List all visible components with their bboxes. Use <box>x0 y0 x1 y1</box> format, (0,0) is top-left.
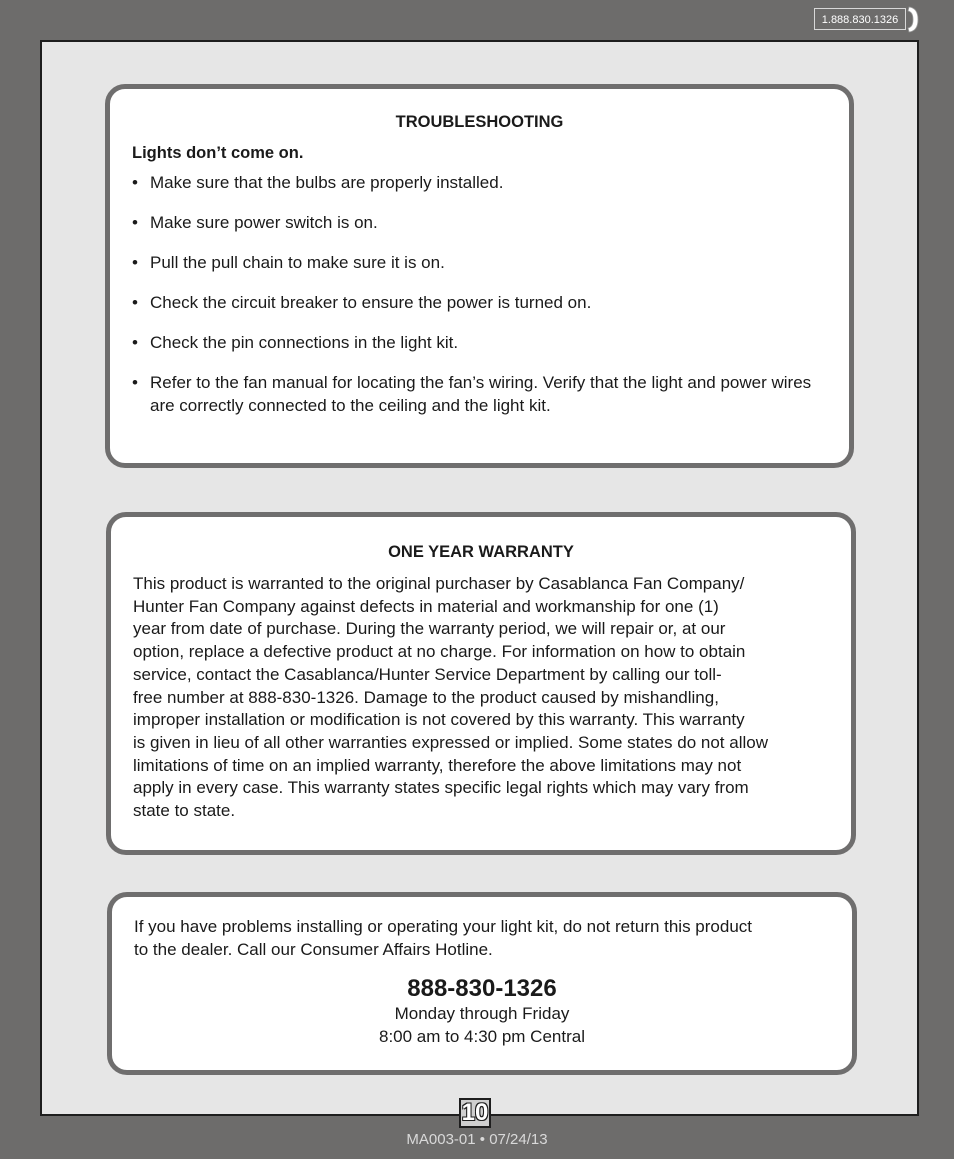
warranty-line: limitations of time on an implied warranty, therefore the above limitations may not <box>133 755 742 775</box>
warranty-line: Hunter Fan Company against defects in material and workmanship for one (1) <box>133 596 719 616</box>
warranty-line: improper installation or modification is not covered by this warranty. This warranty <box>133 710 745 730</box>
warranty-line: option, replace a defective product at no charge. For information on how to obtain <box>133 642 746 662</box>
warranty-line: This product is warranted to the original purchaser by Casablanca Fan Company/ <box>133 574 745 593</box>
warranty-line: free number at 888-830-1326. Damage to the product caused by mishandling, <box>133 687 719 707</box>
list-item-text: Check the circuit breaker to ensure the power is turned on. <box>150 293 592 312</box>
hotline-intro-line: If you have problems installing or operating your light kit, do not return this product <box>134 917 753 936</box>
troubleshooting-subheading: Lights don’t come on. <box>132 144 304 162</box>
warranty-box <box>106 512 856 855</box>
warranty-line: state to state. <box>133 801 236 821</box>
hotline-days: Monday through Friday <box>394 1004 570 1024</box>
list-item-text: Make sure that the bulbs are properly installed. <box>150 173 504 192</box>
hotline-box <box>107 892 857 1075</box>
bullet-icon: • <box>132 253 138 272</box>
list-item-text: Refer to the fan manual for locating the fan’s wiring. Verify that the light and power wires are correctly connected to the ceiling and the light kit. <box>150 373 812 415</box>
hotline-intro-line: to the dealer. Call our Consumer Affairs Hotline. <box>134 939 493 959</box>
list-item <box>132 371 827 417</box>
list-item <box>132 291 827 314</box>
bullet-icon: • <box>132 173 138 192</box>
hotline-hours: 8:00 am to 4:30 pm Central <box>378 1026 585 1046</box>
bullet-icon: • <box>132 213 138 232</box>
header-phone-number: 1.888.830.1326 <box>814 8 906 30</box>
bullet-icon: • <box>132 293 138 312</box>
warranty-text <box>133 573 829 823</box>
troubleshooting-box <box>105 84 854 468</box>
list-item <box>132 251 827 274</box>
warranty-line: service, contact the Casablanca/Hunter Service Department by calling our toll- <box>133 664 722 684</box>
document-code: MA003-01 • 07/24/13 <box>406 1131 548 1148</box>
troubleshooting-list <box>132 171 827 417</box>
warranty-title: ONE YEAR WARRANTY <box>388 543 574 561</box>
bullet-icon: • <box>132 333 138 352</box>
manual-page <box>40 40 919 1116</box>
list-item-text: Make sure power switch is on. <box>150 213 378 232</box>
list-item-text: Check the pin connections in the light kit. <box>150 333 459 352</box>
warranty-line: year from date of purchase. During the warranty period, we will repair or, at our <box>133 619 726 639</box>
hotline-number: 888-830-1326 <box>407 975 557 1003</box>
troubleshooting-title: TROUBLESHOOTING <box>395 113 564 131</box>
hotline-intro <box>134 916 830 961</box>
list-item <box>132 171 827 194</box>
list-item <box>132 211 827 234</box>
list-item <box>132 331 827 354</box>
warranty-line: apply in every case. This warranty states specific legal rights which may vary from <box>133 778 749 798</box>
list-item-text: Pull the pull chain to make sure it is on. <box>150 253 445 272</box>
bullet-icon: • <box>132 373 138 392</box>
page-number: 10 <box>459 1098 491 1128</box>
warranty-line: is given in lieu of all other warranties expressed or implied. Some states do not allow <box>133 732 768 752</box>
phone-handset-icon <box>907 6 919 33</box>
